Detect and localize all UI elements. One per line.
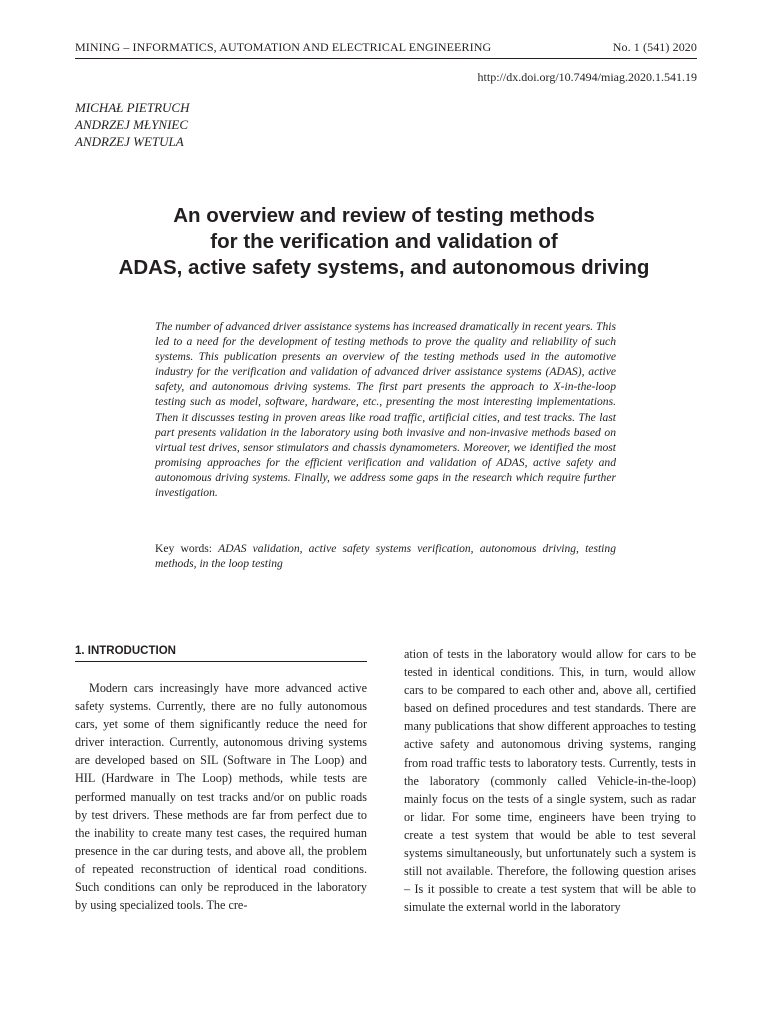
title-line: ADAS, active safety systems, and autonomous driving	[118, 256, 650, 279]
keywords-label: Key words:	[155, 542, 213, 555]
section-heading: 1. INTRODUCTION	[75, 645, 367, 662]
title-line: for the verification and validation of	[210, 230, 558, 253]
body-column-left: Modern cars increasingly have more advanced active safety systems. Currently, there are no fully autonomous cars, yet some of them significantly reduce the need for driver interaction. Currently, autonomous driving systems are developed based on SIL (Software in The Loop) and HIL (Hardware in The Loop) methods, while tests are performed manually on test tracks and/or on public roads by test drivers. These methods are far from perfect due to the inability to create many test cases, the required human presence in the car during tests, and above all, the problem of repeated reconstruction of identical road conditions. Such conditions can only be reproduced in the laboratory by using specialized tools. The cre-	[75, 681, 367, 913]
doi-link[interactable]: http://dx.doi.org/10.7494/miag.2020.1.541.19	[477, 70, 697, 84]
author-name: ANDRZEJ WETULA	[75, 134, 184, 149]
abstract: The number of advanced driver assistance systems has increased dramatically in recent years. This led to a need for the development of testing methods to prove the quality and reliability of such systems. This publication presents an overview of the testing methods used in the automotive industry for the verification and validation of advanced driver assistance systems (ADAS), active safety, and autonomous driving systems. The first part presents the approach to X-in-the-loop testing such as model, software, hardware, etc., presenting the most interesting implementations. Then it discusses testing in proven areas like road traffic, artificial cities, and test tracks. The last part presents validation in the laboratory using both invasive and non-invasive methods based on virtual test drives, sensor stimulators and chassis dynamometers. Moreover, we identified the most promising approaches for the efficient verification and validation of ADAS, active safety and autonomous driving systems. Finally, we address some gaps in the research which require further investigation.	[155, 320, 616, 500]
body-column-right: ation of tests in the laboratory would allow for cars to be tested in identical conditions. This, in turn, would allow cars to be compared to each other and, above all, certified based on defined procedures and test standards. There are many publications that show different approaches to testing active safety and autonomous driving systems, ranging from road traffic tests to laboratory tests. Currently, tests in the laboratory (commonly called Vehicle-in-the-loop) mainly focus on the tests of a single system, such as radar or lidar. For some time, engineers have been trying to create a test system that would be able to test several systems simultaneously, but unfortunately such a system is still not available. Therefore, the following question arises – Is it possible to create a test system that will be able to simulate the external world in the laboratory	[404, 647, 696, 915]
author-list	[75, 99, 189, 150]
keywords-values: ADAS validation, active safety systems verification, autonomous driving, testing methods, in the loop testing	[155, 542, 616, 571]
author-name: ANDRZEJ MŁYNIEC	[75, 117, 189, 132]
journal-name: MINING – INFORMATICS, AUTOMATION AND ELECTRICAL ENGINEERING	[75, 40, 492, 54]
author-name: MICHAŁ PIETRUCH	[75, 100, 190, 115]
paper-title	[60, 203, 708, 281]
running-header	[75, 40, 697, 59]
issue-number: No. 1 (541) 2020	[612, 40, 697, 54]
keywords	[155, 541, 616, 571]
title-line: An overview and review of testing methods	[173, 204, 595, 227]
